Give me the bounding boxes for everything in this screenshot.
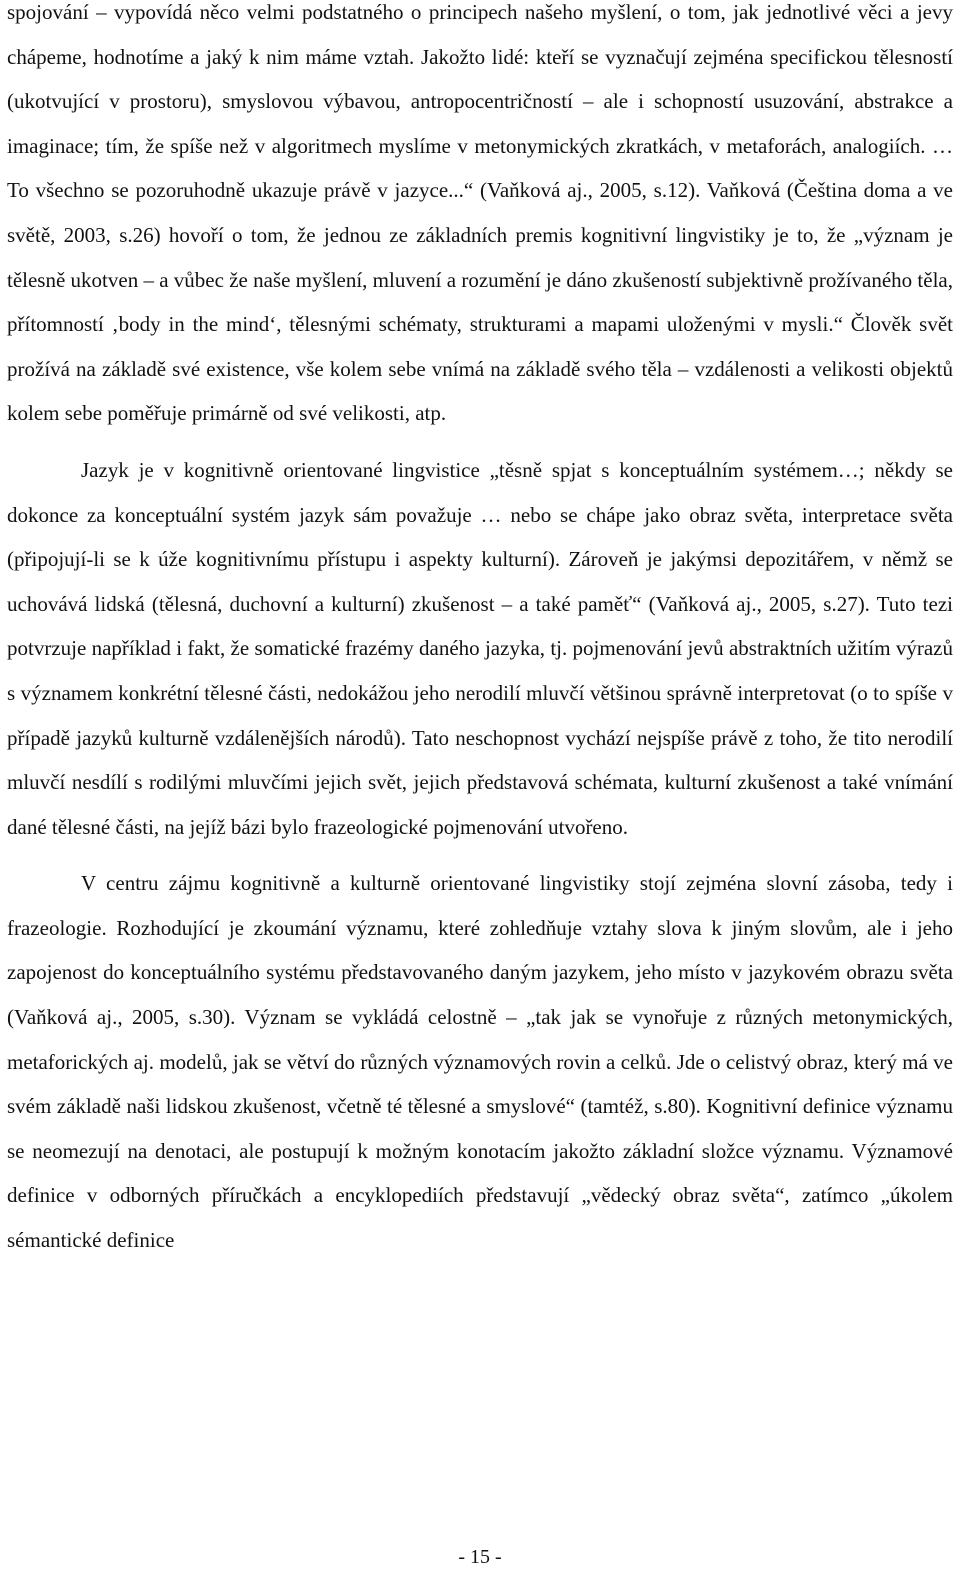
- page-number: - 15 -: [458, 1546, 502, 1568]
- paragraph-1: spojování – vypovídá něco velmi podstatného o principech našeho myšlení, o tom, jak jednotlivé věci a jevy chápeme, hodnotíme a jaký k nim máme vztah. Jakožto lidé: kteří se vyznačují zejména specifickou tělesností (ukotvující v prostoru), smyslovou výbavou, antropocentričností – ale i schopností usuzování, abstrakce a imaginace; tím, že spíše než v algoritmech myslíme v metonymických zkratkách, v metaforách, analogiích. … To všechno se pozoruhodně ukazuje právě v jazyce...“ (Vaňková aj., 2005, s.12). Vaňková (Čeština doma a ve světě, 2003, s.26) hovoří o tom, že jednou ze základních premis kognitivní lingvistiky je to, že „význam je tělesně ukotven – a vůbec že naše myšlení, mluvení a rozumění je dáno zkušeností subjektivně prožívaného těla, přítomností ‚body in the mind‘, tělesnými schématy, strukturami a mapami uloženými v mysli.“ Člověk svět prožívá na základě své existence, vše kolem sebe vnímá na základě svého těla – vzdálenosti a velikosti objektů kolem sebe poměřuje primárně od své velikosti, atp.: [7, 0, 953, 426]
- document-page: [7, 0, 953, 1263]
- paragraph-3: V centru zájmu kognitivně a kulturně orientované lingvistiky stojí zejména slovní zásoba, tedy i frazeologie. Rozhodující je zkoumání významu, které zohledňuje vztahy slova k jiným slovům, ale i jeho zapojenost do konceptuálního systému představovaného daným jazykem, jeho místo v jazykovém obrazu světa (Vaňková aj., 2005, s.30). Význam se vykládá celostně – „tak jak se vynořuje z různých metonymických, metaforických aj. modelů, jak se větví do různých významových rovin a celků. Jde o celistvý obraz, který má ve svém základě naši lidskou zkušenost, včetně té tělesné a smyslové“ (tamtéž, s.80). Kognitivní definice významu se neomezují na denotaci, ale postupují k možným konotacím jakožto základní složce významu. Významové definice v odborných příručkách a encyklopediích představují „vědecký obraz světa“, zatímco „úkolem sémantické definice: [7, 871, 953, 1253]
- paragraph-2: Jazyk je v kognitivně orientované lingvistice „těsně spjat s konceptuálním systémem…; někdy se dokonce za konceptuální systém jazyk sám považuje … nebo se chápe jako obraz světa, interpretace světa (připojují-li se k úže kognitivnímu přístupu i aspekty kulturní). Zároveň je jakýmsi depozitářem, v němž se uchovává lidská (tělesná, duchovní a kulturní) zkušenost – a také paměť“ (Vaňková aj., 2005, s.27). Tuto tezi potvrzuje například i fakt, že somatické frazémy daného jazyka, tj. pojmenování jevů abstraktních užitím výrazů s významem konkrétní tělesné části, nedokážou jeho nerodilí mluvčí většinou správně interpretovat (o to spíše v případě jazyků kulturně vzdálenějších národů). Tato neschopnost vychází nejspíše právě z toho, že tito nerodilí mluvčí nesdílí s rodilými mluvčími jejich svět, jejich představová schémata, kulturní zkušenost a také vnímání dané tělesné části, na jejíž bázi bylo frazeologické pojmenování utvořeno.: [7, 457, 953, 839]
